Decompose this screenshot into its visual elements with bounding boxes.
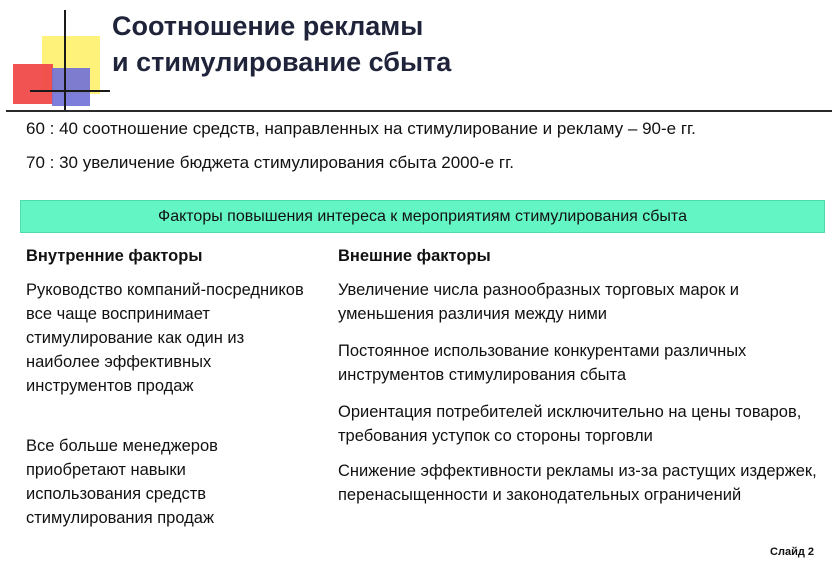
slide-title-line-2: и стимулирование сбыта — [112, 47, 452, 77]
ratio-line-1: 60 : 40 соотношение средств, направленных на стимулирование и рекламу – 90-е гг. — [26, 119, 696, 138]
factors-banner-text: Факторы повышения интереса к мероприятиям стимулирования сбыта — [158, 207, 687, 225]
decor-vertical-line — [64, 10, 66, 110]
ratio-line-2: 70 : 30 увеличение бюджета стимулирования сбыта 2000-е гг. — [26, 153, 514, 172]
external-factor-item: Увеличение числа разнообразных торговых марок и уменьшения различия между ними — [338, 281, 740, 323]
decor-horizontal-line — [30, 90, 110, 92]
internal-factor-item: Руководство компаний-посредников все чаще воспринимает стимулирование как один из наиболее эффективных инструментов продаж — [26, 281, 304, 395]
internal-factor-item: Все больше менеджеров приобретают навыки использования средств стимулирования продаж — [26, 437, 218, 527]
decor-red-square — [13, 64, 53, 104]
external-factor-item: Постоянное использование конкурентами различных инструментов стимулирования сбыта — [338, 342, 747, 384]
external-factor-item: Ориентация потребителей исключительно на цены товаров, требования уступок со стороны торговли — [338, 403, 802, 445]
title-divider — [6, 110, 832, 112]
slide-number: Слайд 2 — [770, 546, 814, 558]
slide-title-line-1: Соотношение рекламы — [112, 11, 424, 41]
factors-banner — [20, 200, 825, 233]
slide-title — [112, 8, 451, 80]
internal-factors-heading: Внутренние факторы — [26, 247, 203, 265]
external-factor-item: Снижение эффективности рекламы из-за растущих издержек, перенасыщенности и законодательных ограничений — [338, 462, 817, 504]
external-factors-heading: Внешние факторы — [338, 247, 491, 265]
decor-blue-square — [52, 68, 90, 106]
